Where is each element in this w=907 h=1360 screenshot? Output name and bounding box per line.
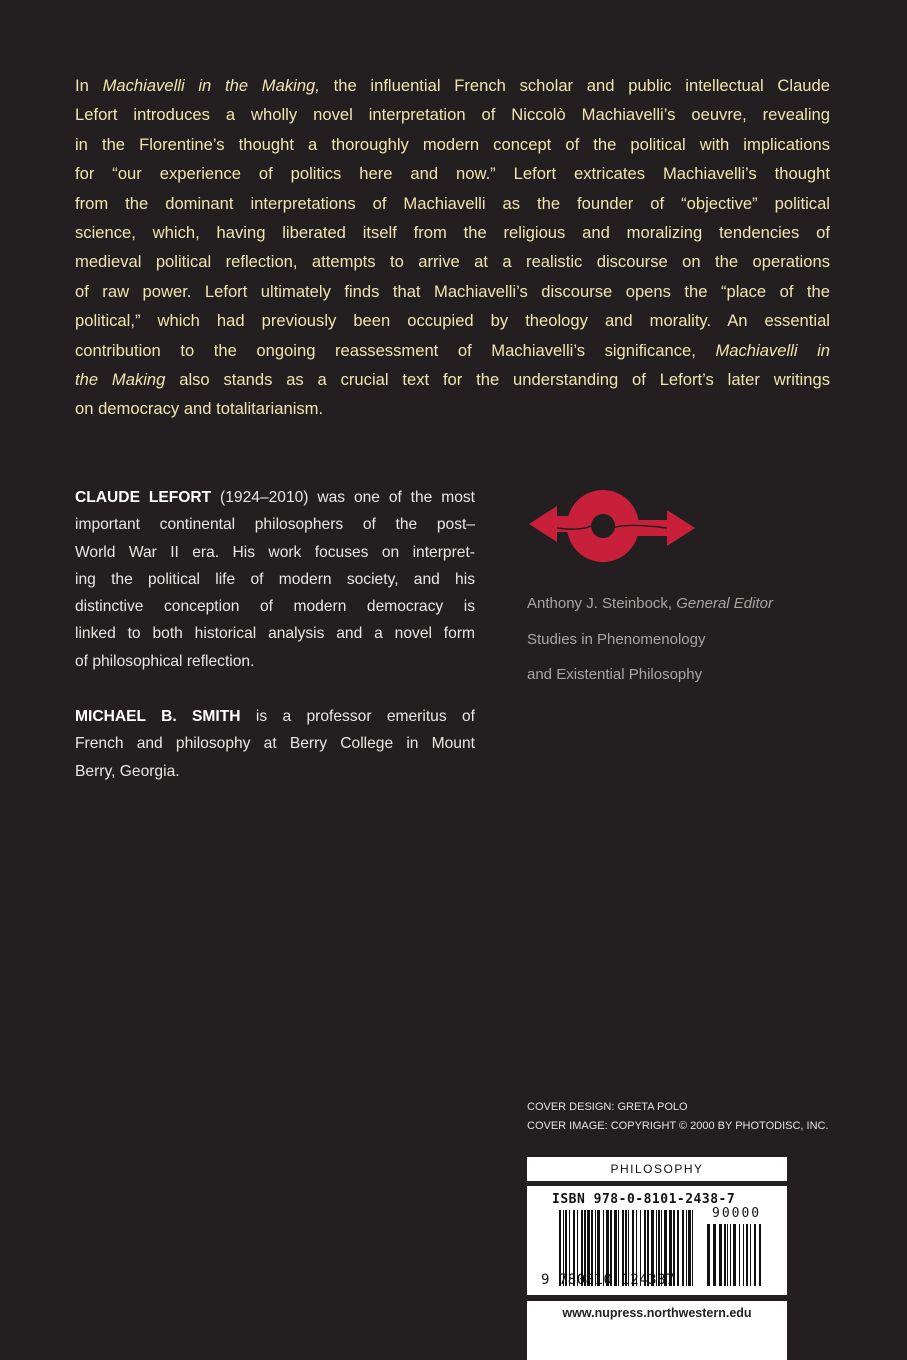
bio-line: World War II era. His work focuses on interpret- bbox=[75, 543, 475, 561]
blurb-line: from the dominant interpretations of Machiavelli as the founder of “objective” political bbox=[75, 193, 830, 213]
blurb-line: for “our experience of politics here and now.” Lefort extricates Machiavelli’s thought bbox=[75, 164, 830, 184]
bio-line: distinctive conception of modern democracy is bbox=[75, 598, 475, 616]
publisher-url: www.nupress.northwestern.edu bbox=[527, 1301, 787, 1360]
barcode-bar bbox=[746, 1224, 748, 1286]
bio-line bbox=[75, 703, 475, 730]
blurb-line bbox=[75, 336, 830, 365]
barcode-bar bbox=[707, 1224, 710, 1286]
series-info bbox=[527, 586, 773, 693]
blurb-line: in the Florentine’s thought a thoroughly modern concept of the political with implications bbox=[75, 134, 830, 154]
bio-line: important continental philosophers of the post– bbox=[75, 516, 475, 534]
series-title-line: and Existential Philosophy bbox=[527, 666, 703, 684]
author-name: CLAUDE LEFORT bbox=[75, 489, 212, 506]
book-title-italic: Machiavelli in bbox=[715, 340, 830, 360]
book-title-italic: the Making bbox=[75, 369, 166, 389]
barcode-bar bbox=[750, 1224, 751, 1286]
barcode-bar bbox=[754, 1224, 756, 1286]
bio-line: French and philosophy at Berry College in Mount bbox=[75, 735, 475, 753]
blurb-line: of raw power. Lefort ultimately finds that Machiavelli’s discourse opens the “place of the bbox=[75, 281, 830, 301]
editor-name: Anthony J. Steinbock, bbox=[527, 595, 677, 612]
barcode-bar bbox=[713, 1224, 716, 1286]
price-addon-text: 90000 bbox=[712, 1206, 762, 1221]
blurb-line bbox=[75, 365, 830, 394]
blurb-line: political,” which had previously been occupied by theology and morality. An essential bbox=[75, 311, 830, 331]
isbn-barcode bbox=[527, 1186, 787, 1295]
text: is a professor emeritus of bbox=[240, 708, 475, 725]
translator-name: MICHAEL B. SMITH bbox=[75, 708, 241, 725]
series-editor bbox=[527, 586, 773, 622]
bio-line: of philosophical reflection. bbox=[75, 652, 255, 670]
cover-credits bbox=[527, 1098, 829, 1136]
barcode-bar bbox=[724, 1224, 726, 1286]
cover-image-credit: COVER IMAGE: COPYRIGHT © 2000 BY PHOTODISC, INC. bbox=[527, 1120, 829, 1132]
category-label: PHILOSOPHY bbox=[527, 1157, 787, 1181]
text: contribution to the ongoing reassessment of Machiavelli’s significance, bbox=[75, 340, 716, 360]
isbn-text: ISBN 978-0-8101-2438-7 bbox=[552, 1192, 736, 1207]
translator-bio bbox=[75, 703, 475, 785]
blurb-line: medieval political reflection, attempts to arrive at a realistic discourse on the operations bbox=[75, 252, 830, 272]
series-logo-icon bbox=[527, 488, 697, 564]
barcode-bar bbox=[727, 1224, 728, 1286]
bio-line: ing the political life of modern society, and his bbox=[75, 570, 475, 588]
barcode-bar bbox=[688, 1210, 691, 1286]
cover-design-credit: COVER DESIGN: GRETA POLO bbox=[527, 1101, 688, 1113]
book-description bbox=[75, 71, 830, 424]
barcode-bar bbox=[733, 1224, 736, 1286]
barcode-bar bbox=[739, 1224, 740, 1286]
blurb-line bbox=[75, 71, 830, 100]
bio-line bbox=[75, 484, 475, 511]
barcode-bar bbox=[759, 1224, 761, 1286]
blurb-line: on democracy and totalitarianism. bbox=[75, 399, 324, 419]
text: In bbox=[75, 76, 103, 95]
bio-line: linked to both historical analysis and a novel form bbox=[75, 625, 475, 643]
barcode-bar bbox=[743, 1224, 744, 1286]
barcode-bar bbox=[692, 1210, 693, 1286]
series-title-line: Studies in Phenomenology bbox=[527, 630, 706, 648]
barcode-bar bbox=[686, 1210, 687, 1286]
barcode-digits: 9 780810 124387 bbox=[541, 1272, 675, 1288]
book-title-italic: Machiavelli in the Making, bbox=[102, 76, 320, 95]
text: (1924–2010) was one of the most bbox=[211, 489, 476, 506]
text: also stands as a crucial text for the understanding of Lefort’s later writings bbox=[165, 369, 830, 389]
barcode-bar bbox=[730, 1224, 731, 1286]
barcode-bar bbox=[677, 1210, 679, 1286]
text: the influential French scholar and public intellectual Claude bbox=[319, 76, 830, 95]
bio-line: Berry, Georgia. bbox=[75, 762, 180, 780]
blurb-line: science, which, having liberated itself from the religious and moralizing tendencies of bbox=[75, 222, 830, 242]
barcode-bar bbox=[682, 1210, 684, 1286]
blurb-line: Lefort introduces a wholly novel interpretation of Niccolò Machiavelli’s oeuvre, revealing bbox=[75, 105, 830, 125]
editor-role: General Editor bbox=[676, 595, 773, 612]
author-bio bbox=[75, 484, 475, 675]
barcode-bar bbox=[719, 1224, 722, 1286]
